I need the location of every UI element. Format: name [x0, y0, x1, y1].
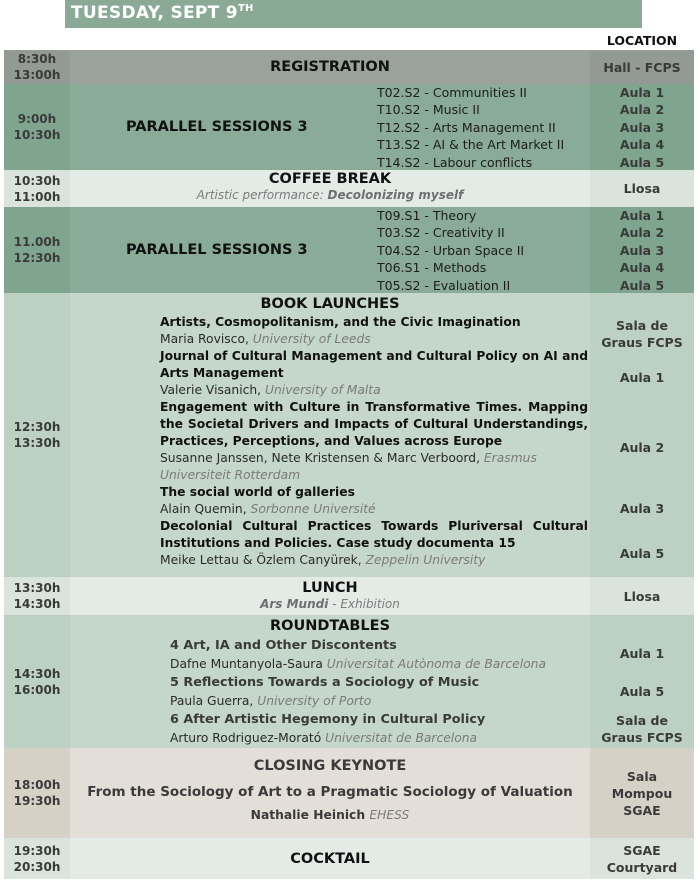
session-location: Aula 2 — [619, 102, 665, 118]
performance-note: Artistic performance: Decolonizing myself — [196, 188, 464, 202]
book-title: Decolonial Cultural Practices Towards Pluriversal Cultural Institutions and Policies. Case study documenta 15 — [160, 519, 588, 550]
keynote-speaker: Nathalie Heinich EHESS — [250, 808, 410, 822]
book-title: Artists, Cosmopolitanism, and the Civic Imagination — [160, 315, 521, 329]
affiliation: Universitat de Barcelona — [325, 731, 478, 745]
start-time: 13:30h — [13, 581, 61, 595]
book-item — [70, 484, 590, 518]
location-cell: Hall - FCPS — [590, 50, 694, 84]
session-location: Aula 5 — [619, 154, 665, 170]
day-title: TUESDAY, SEPT 9 — [71, 3, 238, 23]
parallel-sessions-title: PARALLEL SESSIONS 3 — [126, 242, 308, 258]
start-time: 18:00h — [13, 778, 61, 792]
end-time: 13:00h — [13, 68, 61, 82]
end-time: 12:30h — [13, 251, 61, 265]
coffee-break-row — [4, 170, 694, 207]
time-cell — [4, 293, 70, 577]
exhibition-note: Ars Mundi - Exhibition — [260, 597, 400, 611]
book-location: Aula 5 — [619, 546, 665, 561]
book-authors: Maria Rovisco, University of Leeds — [160, 332, 371, 346]
time-cell — [4, 615, 70, 748]
time-cell — [4, 207, 70, 293]
roundtable-title: 4 Art, IA and Other Discontents — [170, 638, 397, 653]
book-title: Journal of Cultural Management and Cultural Policy on AI and Arts Management — [160, 349, 588, 380]
book-title: Engagement with Culture in Transformative Times. Mapping the Societal Drivers and Impacts of Cultural Understandings, Practices, Perceptions, and Values across Europe — [160, 400, 588, 448]
session-location: Aula 1 — [619, 208, 665, 223]
roundtables-title: ROUNDTABLES — [269, 618, 391, 634]
book-authors: Meike Lettau & Özlem Canyürek, Zeppelin University — [160, 553, 486, 567]
cocktail-row — [4, 838, 694, 879]
session-location: Aula 3 — [619, 119, 665, 135]
coffee-break-title: COFFEE BREAK — [268, 171, 392, 187]
book-authors: Susanne Janssen, Nete Kristensen & Marc Verboord, Erasmus Universiteit Rotterdam — [160, 451, 537, 482]
session-item: T14.S2 - Labour conflicts — [377, 154, 533, 170]
exhibition-title: Ars Mundi — [260, 597, 329, 611]
affiliation: Sorbonne Université — [250, 502, 376, 516]
time-cell — [4, 748, 70, 838]
session-item: T05.S2 - Evaluation II — [377, 277, 511, 293]
roundtable-location: Aula 5 — [619, 684, 665, 699]
roundtable-speaker: Arturo Rodriguez-Morató Universitat de Barcelona — [170, 731, 478, 745]
registration-title: REGISTRATION — [270, 59, 390, 75]
roundtables-row — [4, 615, 694, 748]
roundtable-title: 6 After Artistic Hegemony in Cultural Policy — [170, 712, 486, 727]
day-title-suffix: TH — [237, 3, 254, 14]
start-time: 10:30h — [13, 173, 61, 188]
time-cell — [4, 838, 70, 879]
book-location: Aula 1 — [619, 370, 665, 385]
end-time: 11:00h — [13, 189, 61, 204]
location-cell: Sala Mompou SGAE — [590, 748, 694, 838]
keynote-title: CLOSING KEYNOTE — [253, 758, 407, 774]
start-time: 14:30h — [13, 666, 61, 681]
day-title-banner — [65, 0, 642, 28]
cocktail-title: COCKTAIL — [290, 850, 370, 867]
book-authors: Valerie Visanich, University of Malta — [160, 383, 381, 397]
parallel-sessions-row — [4, 84, 694, 170]
schedule-table — [4, 50, 694, 879]
book-item — [70, 348, 590, 399]
location-cell: Llosa — [590, 170, 694, 207]
affiliation: Universitat Autònoma de Barcelona — [326, 657, 546, 671]
start-time: 11.00h — [13, 235, 61, 249]
location-cell — [590, 615, 694, 748]
location-cell — [590, 207, 694, 293]
location-cell: Llosa — [590, 577, 694, 615]
start-time: 12:30h — [13, 420, 61, 434]
session-item: T03.S2 - Creativity II — [377, 225, 505, 241]
session-item: T04.S2 - Urban Space II — [377, 242, 525, 258]
time-cell — [4, 84, 70, 170]
affiliation: University of Malta — [265, 383, 381, 397]
registration-row — [4, 50, 694, 84]
performance-title: Decolonizing myself — [327, 188, 464, 202]
location-cell: SGAE Courtyard — [590, 838, 694, 879]
time-cell — [4, 170, 70, 207]
affiliation: Erasmus Universiteit Rotterdam — [160, 451, 537, 482]
session-list — [377, 84, 564, 171]
start-time: 8:30h — [17, 52, 57, 66]
session-item: T02.S2 - Communities II — [377, 85, 527, 100]
end-time: 14:30h — [13, 597, 61, 611]
roundtable-item — [70, 673, 590, 710]
roundtable-speaker: Paula Guerra, University of Porto — [170, 694, 372, 708]
session-item: T12.S2 - Arts Management II — [377, 119, 556, 135]
lunch-title: LUNCH — [302, 580, 358, 596]
session-location: Aula 5 — [619, 277, 665, 293]
book-item — [70, 314, 590, 348]
end-time: 13:30h — [13, 436, 61, 450]
book-launches-row — [4, 293, 694, 577]
parallel-sessions-title: PARALLEL SESSIONS 3 — [126, 119, 308, 135]
session-location: Aula 4 — [619, 137, 665, 153]
roundtable-item — [70, 636, 590, 673]
session-location: Aula 3 — [619, 242, 665, 258]
roundtable-title: 5 Reflections Towards a Sociology of Music — [170, 675, 480, 690]
location-column-header: LOCATION — [606, 33, 678, 48]
session-list — [377, 207, 524, 294]
end-time: 10:30h — [13, 128, 61, 142]
roundtable-speaker: Dafne Muntanyola-Saura Universitat Autònoma de Barcelona — [170, 657, 546, 671]
lunch-row — [4, 577, 694, 615]
roundtable-item — [70, 710, 590, 747]
closing-keynote-row — [4, 748, 694, 838]
affiliation: University of Porto — [257, 694, 372, 708]
roundtable-location: Aula 1 — [619, 646, 665, 661]
session-item: T13.S2 - AI & the Art Market II — [377, 137, 565, 153]
start-time: 9:00h — [17, 112, 57, 126]
book-location: Aula 2 — [619, 440, 665, 455]
location-cell — [590, 84, 694, 170]
location-cell — [590, 293, 694, 577]
end-time: 16:00h — [13, 682, 61, 697]
parallel-sessions-row — [4, 207, 694, 293]
book-item — [70, 399, 590, 484]
session-item: T06.S1 - Methods — [377, 260, 487, 276]
book-title: The social world of galleries — [160, 485, 355, 499]
session-item: T10.S2 - Music II — [377, 102, 480, 118]
end-time: 20:30h — [13, 859, 61, 874]
session-location: Aula 2 — [619, 225, 665, 241]
affiliation: University of Leeds — [252, 332, 371, 346]
time-cell — [4, 577, 70, 615]
book-authors: Alain Quemin, Sorbonne Université — [160, 502, 376, 516]
time-cell — [4, 50, 70, 84]
book-launches-title: BOOK LAUNCHES — [260, 296, 400, 312]
session-location: Aula 4 — [619, 260, 665, 276]
affiliation: EHESS — [369, 808, 410, 822]
book-item — [70, 518, 590, 569]
affiliation: Zeppelin University — [365, 553, 486, 567]
end-time: 19:30h — [13, 794, 61, 808]
session-location: Aula 1 — [619, 85, 665, 100]
start-time: 19:30h — [13, 843, 61, 858]
session-item: T09.S1 - Theory — [377, 208, 477, 223]
roundtable-location: Sala de Graus FCPS — [601, 713, 683, 745]
book-location: Aula 3 — [619, 501, 665, 516]
keynote-talk: From the Sociology of Art to a Pragmatic Sociology of Valuation — [87, 784, 573, 800]
book-location: Sala de Graus FCPS — [601, 318, 683, 350]
